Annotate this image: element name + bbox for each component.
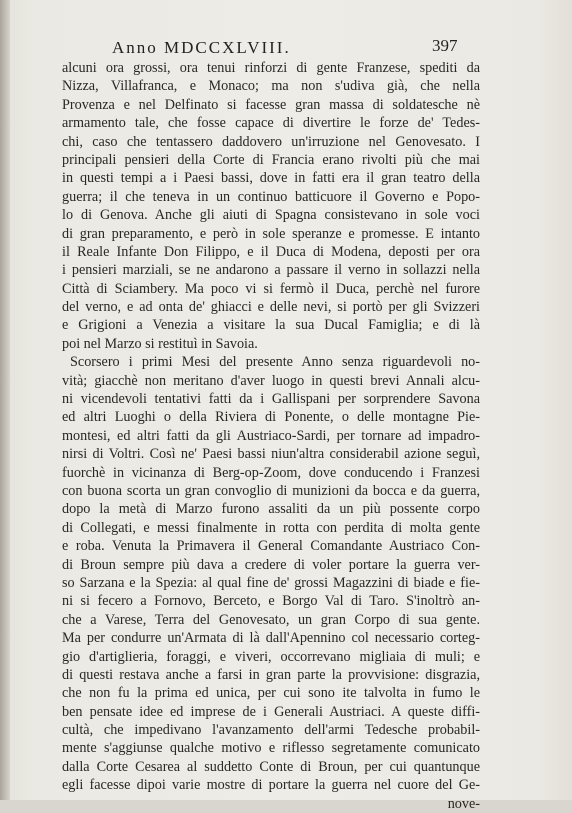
text-line: Provenza e nel Delfinato si facesse gran massa di soldatesche nè [62, 96, 480, 113]
running-head: Anno MDCCXLVIII. [112, 38, 291, 57]
text-line: e roba. Venuta la Primavera il General Comandante Austriaco Con- [62, 538, 480, 555]
text-line: lo di Genova. Anche gli aiuti di Spagna consistevano in sole voci [62, 207, 480, 224]
text-line: di questi restava anche a farsi in gran parte la provvisione: disgrazia, [62, 666, 480, 683]
text-line: i pensieri marziali, se ne andarono a passare il verno in sollazzi nella [62, 262, 480, 279]
catchword: nove- [447, 795, 480, 812]
text-line: ed altri Luoghi o della Riviera di Ponente, o delle montagne Pie- [62, 409, 480, 426]
binding-gutter [0, 0, 10, 800]
text-line: armamento tale, che fosse capace di divertire le forze de' Tedes- [62, 115, 480, 132]
text-line: guerra; il che teneva in un continuo batticuore il Governo e Popo- [62, 188, 480, 205]
text-line: montesi, ed altri fatti da gli Austriaco-Sardi, per tornare ad impadro- [62, 427, 480, 444]
text-line: dopo la metà di Marzo furono assaliti da un più possente corpo [62, 501, 480, 518]
body-text [62, 59, 480, 813]
page-header [0, 30, 572, 60]
text-line: dalla Corte Cesarea al suddetto Conte di Broun, per cui quantunque [62, 758, 480, 775]
text-line: ni vicendevoli tentativi fatti da i Gallispani per sorprendere Savona [62, 391, 480, 408]
text-line: che a Varese, Terra del Genovesato, un gran Corpo di sua gente. [62, 611, 480, 628]
text-line: con buona scorta un gran convoglio di munizioni da bocca e da guerra, [62, 482, 480, 499]
text-line: e Grigioni a Venezia a visitare la sua Ducal Famiglia; e di là [62, 317, 480, 334]
text-line: egli facesse dipoi varie mostre di portare la guerra nel cuore del Ge- [62, 777, 480, 794]
text-line: poi nel Marzo si restituì in Savoia. [62, 335, 258, 352]
text-line: di Broun sempre più dava a credere di voler portare la guerra ver- [62, 556, 480, 573]
text-line: in questi tempi a i Paesi bassi, dove in fatti era il gran teatro della [62, 170, 480, 187]
text-line: Città di Sciambery. Ma poco vi si fermò il Duca, perchè nel furore [62, 280, 480, 297]
text-line: chi, caso che tentassero daddovero un'irruzione nel Genovesato. I [62, 133, 480, 150]
text-line: il Reale Infante Don Filippo, e il Duca di Modena, deposti per ora [62, 243, 480, 260]
text-line: Scorsero i primi Mesi del presente Anno senza riguardevoli no- [70, 354, 480, 371]
text-line: di Collegati, e messi finalmente in rotta con perdita di molta gente [62, 519, 480, 536]
text-line: nirsi di Voltri. Così ne' Paesi bassi niun'altra considerabil azione seguì, [62, 446, 480, 463]
text-line: Nizza, Villafranca, e Monaco; ma non s'udiva già, che nella [62, 78, 480, 95]
text-line: cultà, che impedivano l'avanzamento dell'armi Tedesche probabil- [62, 722, 480, 739]
text-line: Ma per condurre un'Armata di là dall'Apennino col necessario corteg- [62, 630, 480, 647]
text-line: mente s'aggiunse qualche motivo e riflesso segretamente comunicato [62, 740, 480, 757]
text-line: ben pensate idee ed imprese de i Generali Austriaci. A queste diffi- [62, 703, 480, 720]
text-line: gio d'artiglieria, foraggi, e viveri, occorrevano migliaia di muli; e [62, 648, 480, 665]
text-line: del verno, e ad onta de' ghiacci e delle nevi, si portò per gli Svizzeri [62, 299, 480, 316]
text-line: alcuni ora grossi, ora tenui rinforzi di gente Franzese, spediti da [62, 60, 480, 76]
text-line: di gran preparamento, e però in sole speranze e promesse. E intanto [62, 225, 480, 242]
text-line: so Sarzana e la Spezia: al qual fine de' grossi Magazzini di biade e fie- [62, 574, 480, 591]
page-number: 397 [432, 36, 458, 55]
text-line: principali pensieri della Corte di Francia erano rivolti più che mai [62, 151, 480, 168]
text-line: fuorchè in vicinanza di Berg-op-Zoom, dove conducendo i Franzesi [62, 464, 480, 481]
text-line: vità; giacchè non meritano d'aver luogo in questi brevi Annali alcu- [62, 372, 480, 389]
text-line: che non fu la prima ed unica, per cui sono ite talvolta in fumo le [62, 685, 480, 702]
text-line: ni si fecero a Fornovo, Berceto, e Borgo Val di Taro. S'inoltrò an- [62, 593, 480, 610]
